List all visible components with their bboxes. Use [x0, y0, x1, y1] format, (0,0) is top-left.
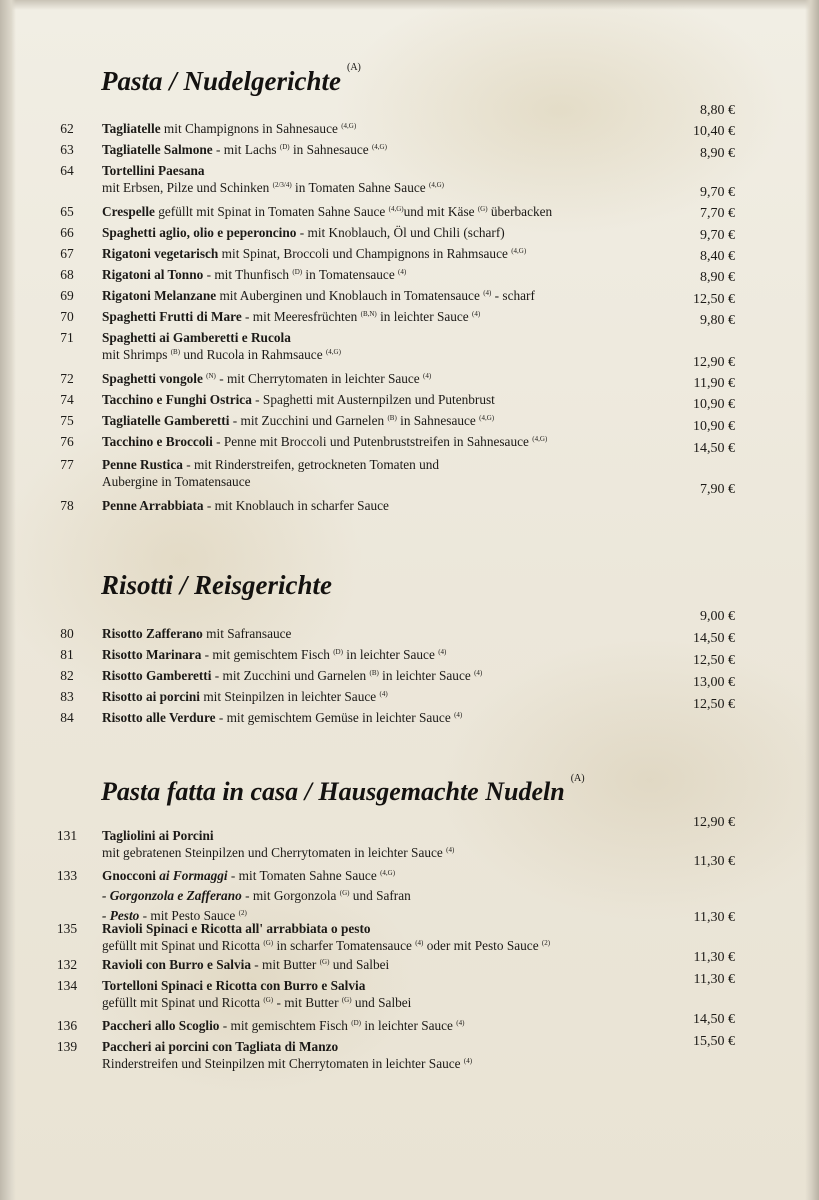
item-name-line: [102, 433, 622, 453]
allergen-code: (D): [351, 1019, 362, 1027]
allergen-code: (2/3/4): [272, 181, 292, 189]
item-price: 8,90 €: [700, 146, 735, 161]
dish-text: - mit Zucchini und Garnelen: [211, 668, 370, 683]
item-description-line: [102, 473, 622, 490]
item-number: 71: [60, 330, 74, 345]
item-text: [102, 329, 622, 366]
dish-text: und Safran: [349, 888, 411, 903]
dish-text: - mit Knoblauch in scharfer Sauce: [203, 498, 389, 513]
item-name-line: [102, 224, 622, 241]
item-description-line: [102, 887, 622, 907]
item-number: 62: [60, 121, 74, 136]
item-price: 10,90 €: [693, 419, 735, 434]
allergen-code: (4): [474, 669, 483, 677]
item-name-line: [102, 162, 622, 179]
dish-name: Risotto ai porcini: [102, 689, 201, 704]
allergen-code: (4): [379, 690, 388, 698]
dish-text: und mit Käse: [403, 204, 478, 219]
item-price: 13,00 €: [693, 675, 735, 690]
allergen-code: (B,N): [360, 310, 377, 318]
item-number: 132: [56, 957, 78, 972]
item-text: [102, 203, 622, 223]
allergen-code: (4,G): [380, 869, 396, 877]
allergen-code: (D): [333, 648, 343, 656]
allergen-code: (4,G): [479, 414, 495, 422]
dish-text: - scharf: [491, 288, 535, 303]
dish-text: - mit Zucchini und Garnelen: [229, 413, 388, 428]
item-number: 67: [60, 246, 74, 261]
allergen-code: (4,G): [429, 181, 444, 189]
item-price: 9,70 €: [700, 228, 735, 243]
allergen-code: (G): [477, 205, 488, 213]
section-title-pasta-fatta: Pasta fatta in casa / Hausgemachte Nudeln $^{(A)}$: [101, 773, 585, 806]
item-text: [102, 456, 622, 490]
item-name-line: [102, 688, 622, 708]
allergen-code: (D): [292, 268, 303, 276]
item-price: 12,90 €: [693, 815, 735, 830]
allergen-code: (G): [319, 958, 330, 966]
item-price: 11,30 €: [693, 910, 735, 925]
dish-name: Tagliolini ai Porcini: [102, 828, 214, 843]
item-text: [102, 1038, 622, 1075]
item-price: 7,90 €: [700, 482, 735, 497]
item-number: 83: [60, 689, 74, 704]
dish-text: - mit gemischtem Fisch: [219, 1018, 352, 1033]
item-number: 78: [60, 498, 74, 513]
allergen-code: (4,G): [325, 348, 341, 356]
item-number: 134: [56, 978, 78, 993]
dish-text: in leichter Sauce: [361, 1018, 457, 1033]
item-name-line: [102, 412, 622, 432]
item-text: [102, 977, 622, 1014]
dish-text: mit Spinat, Broccoli und Champignons in Rahmsauce: [218, 246, 512, 261]
dish-name: Tortellini Paesana: [102, 163, 205, 178]
dish-text: - mit Cherrytomaten in leichter Sauce: [215, 371, 424, 386]
dish-text: - mit Meeresfrüchten: [241, 309, 361, 324]
item-number: 133: [56, 868, 78, 883]
dish-name: Rigatoni Melanzane: [102, 288, 217, 303]
item-name-line: [102, 977, 622, 994]
item-name-line: [102, 456, 622, 473]
dish-text: und Salbei: [329, 957, 390, 972]
dish-text: in Sahnesauce: [396, 413, 480, 428]
dish-name: Risotto Marinara: [102, 647, 202, 662]
dish-text: und Rucola in Rahmsauce: [180, 347, 326, 362]
dish-text: - mit Gorgonzola: [241, 888, 340, 903]
item-text: [102, 956, 622, 976]
allergen-code: (G): [263, 939, 274, 947]
item-name-line: [102, 120, 622, 140]
item-name-line: [102, 1017, 622, 1037]
dish-text: mit Safransauce: [202, 626, 292, 641]
item-number: 68: [60, 267, 74, 282]
dish-name: Rigatoni vegetarisch: [102, 246, 219, 261]
allergen-code: (4): [454, 711, 463, 719]
dish-name: Risotto alle Verdure: [102, 710, 216, 725]
item-number: 76: [60, 434, 74, 449]
item-text: [102, 433, 622, 453]
allergen-note: (A): [570, 773, 585, 784]
item-name-line: [102, 667, 622, 687]
item-number: 139: [56, 1039, 78, 1054]
item-text: [102, 667, 622, 687]
item-price: 14,50 €: [693, 441, 735, 456]
item-number: 135: [56, 921, 78, 936]
item-description-line: [102, 1055, 622, 1075]
dish-name: Spaghetti ai Gamberetti e Rucola: [102, 330, 291, 345]
item-number: 82: [60, 668, 74, 683]
item-text: [102, 625, 622, 642]
item-price: 15,50 €: [693, 1034, 735, 1049]
item-price: 8,90 €: [700, 270, 735, 285]
item-name-line: [102, 827, 622, 844]
item-number: 72: [60, 371, 74, 386]
dish-text: in leichter Sauce: [378, 668, 475, 683]
item-price: 14,50 €: [693, 1012, 735, 1027]
dish-text: - mit Rinderstreifen, getrockneten Tomaten und: [182, 457, 440, 472]
dish-name: Tacchino e Funghi Ostrica: [102, 392, 252, 407]
item-name-line: [102, 956, 622, 976]
allergen-code: (G): [263, 996, 274, 1004]
item-number: 66: [60, 225, 74, 240]
item-description-line: [102, 994, 622, 1014]
item-name-line: [102, 203, 622, 223]
item-price: 9,80 €: [700, 313, 735, 328]
dish-text: mit Steinpilzen in leichter Sauce: [200, 689, 380, 704]
item-price: 12,90 €: [693, 355, 735, 370]
item-price: 11,30 €: [693, 950, 735, 965]
dish-name: Tagliatelle: [102, 121, 161, 136]
dish-text: - mit Butter: [273, 995, 342, 1010]
allergen-code: (4): [423, 372, 432, 380]
item-name-line: [102, 391, 622, 408]
dish-text: - Penne mit Broccoli und Putenbruststreifen in Sahnesauce: [212, 434, 533, 449]
dish-text: - mit Thunfisch: [203, 267, 293, 282]
item-text: [102, 688, 622, 708]
item-description-line: [102, 346, 622, 366]
dish-name: Ravioli con Burro e Salvia: [102, 957, 251, 972]
dish-text: - mit Pesto Sauce: [139, 908, 239, 923]
item-text: [102, 308, 622, 328]
dish-text: mit Champignons in Sahnesauce: [160, 121, 342, 136]
item-name-line: [102, 329, 622, 346]
item-description-line: [102, 937, 622, 957]
allergen-code: (B): [170, 348, 181, 356]
allergen-code: (4): [463, 1057, 473, 1065]
dish-text: gefüllt mit Spinat in Tomaten Sahne Sauce: [154, 204, 389, 219]
item-name-line: [102, 141, 622, 161]
dish-name: Crespelle: [102, 204, 155, 219]
dish-name: Spaghetti vongole: [102, 371, 203, 386]
item-name-line: [102, 308, 622, 328]
item-number: 81: [60, 647, 74, 662]
item-text: [102, 370, 622, 390]
dish-name: Spaghetti aglio, olio e peperoncino: [102, 225, 297, 240]
item-price: 10,40 €: [693, 124, 735, 139]
dish-text: - Spaghetti mit Austernpilzen und Putenbrust: [251, 392, 495, 407]
item-number: 80: [60, 626, 74, 641]
item-number: 63: [60, 142, 74, 157]
allergen-code: (G): [341, 996, 352, 1004]
item-text: [102, 646, 622, 666]
dish-text: - mit Tomaten Sahne Sauce: [227, 868, 381, 883]
allergen-note: (A): [346, 62, 361, 73]
dish-name: Spaghetti Frutti di Mare: [102, 309, 242, 324]
item-price: 8,80 €: [700, 103, 735, 118]
dish-text: mit Erbsen, Pilze und Schinken: [102, 180, 273, 195]
dish-text: in leichter Sauce: [342, 647, 439, 662]
item-name-line: [102, 920, 622, 937]
item-text: [102, 709, 622, 729]
allergen-code: (4): [398, 268, 407, 276]
dish-name: Rigatoni al Tonno: [102, 267, 204, 282]
allergen-code: (D): [279, 143, 290, 151]
item-description-line: [102, 179, 622, 199]
allergen-code: (4,G): [511, 247, 527, 255]
item-text: [102, 412, 622, 432]
allergen-code: (4): [446, 846, 455, 854]
dish-name: Gnocconi: [102, 868, 160, 883]
dish-text: gefüllt mit Spinat und Ricotta: [102, 995, 264, 1010]
dish-text: oder mit Pesto Sauce: [423, 938, 542, 953]
item-text: [102, 287, 622, 307]
item-text: [102, 827, 622, 864]
item-number: 65: [60, 204, 74, 219]
allergen-code: (4,G): [532, 435, 548, 443]
item-name-line: [102, 370, 622, 390]
item-number: 77: [60, 457, 74, 472]
dish-text: überbacken: [487, 204, 553, 219]
item-text: [102, 920, 622, 957]
item-price: 12,50 €: [693, 653, 735, 668]
allergen-code: (2): [541, 939, 551, 947]
item-number: 131: [56, 828, 78, 843]
allergen-code: (4,G): [341, 122, 357, 130]
item-number: 75: [60, 413, 74, 428]
item-price: 8,40 €: [700, 249, 735, 264]
dish-name: Penne Arrabbiata: [102, 498, 204, 513]
dish-name: Tacchino e Broccoli: [102, 434, 213, 449]
dish-text: - mit Knoblauch, Öl und Chili (scharf): [296, 225, 505, 240]
allergen-code: (4,G): [371, 143, 387, 151]
dish-text: - mit gemischtem Fisch: [201, 647, 334, 662]
item-name-line: [102, 1038, 622, 1055]
item-name-line: [102, 646, 622, 666]
allergen-code: (4): [472, 310, 481, 318]
item-number: 84: [60, 710, 74, 725]
item-name-line: [102, 266, 622, 286]
dish-name: Tagliatelle Gamberetti: [102, 413, 230, 428]
item-number: 136: [56, 1018, 78, 1033]
item-number: 64: [60, 163, 74, 178]
dish-text: - Gorgonzola e Zafferano: [102, 888, 242, 903]
dish-text: in scharfer Tomatensauce: [273, 938, 416, 953]
dish-text: in Sahnesauce: [289, 142, 372, 157]
item-text: [102, 245, 622, 265]
dish-name: Risotto Zafferano: [102, 626, 203, 641]
item-number: 70: [60, 309, 74, 324]
dish-name: Penne Rustica: [102, 457, 183, 472]
dish-name: Tortelloni Spinaci e Ricotta con Burro e Salvia: [102, 978, 366, 993]
item-text: [102, 162, 622, 199]
item-name-line: [102, 245, 622, 265]
allergen-code: (N): [206, 372, 216, 380]
dish-text: - mit Butter: [250, 957, 320, 972]
item-description-line: [102, 844, 622, 864]
allergen-code: (4,G): [388, 205, 404, 213]
item-price: 11,90 €: [693, 376, 735, 391]
item-text: [102, 391, 622, 408]
allergen-code: (4): [483, 289, 492, 297]
item-text: [102, 1017, 622, 1037]
item-name-line: [102, 709, 622, 729]
item-price: 7,70 €: [700, 206, 735, 221]
item-price: 9,00 €: [700, 609, 735, 624]
dish-text: - Pesto: [102, 908, 140, 923]
item-text: [102, 120, 622, 140]
item-price: 11,30 €: [693, 854, 735, 869]
dish-name: Ravioli Spinaci e Ricotta all' arrabbiata o pesto: [102, 921, 371, 936]
item-price: 12,50 €: [693, 697, 735, 712]
allergen-code: (2): [238, 909, 247, 917]
item-price: 10,90 €: [693, 397, 735, 412]
item-number: 74: [60, 392, 74, 407]
allergen-code: (4): [456, 1019, 465, 1027]
item-text: [102, 224, 622, 241]
item-number: 69: [60, 288, 74, 303]
dish-name: Paccheri ai porcini con Tagliata di Manzo: [102, 1039, 339, 1054]
item-name-line: [102, 867, 622, 887]
allergen-code: (G): [339, 889, 350, 897]
dish-text: und Salbei: [351, 995, 412, 1010]
dish-name: Risotto Gamberetti: [102, 668, 212, 683]
allergen-code: (4): [438, 648, 447, 656]
dish-text: mit Auberginen und Knoblauch in Tomatensauce: [216, 288, 484, 303]
allergen-code: (B): [369, 669, 379, 677]
item-text: [102, 266, 622, 286]
item-text: [102, 867, 622, 927]
dish-text: in leichter Sauce: [376, 309, 473, 324]
dish-text: in Tomatensauce: [302, 267, 399, 282]
dish-text: - mit gemischtem Gemüse in leichter Sauce: [215, 710, 455, 725]
item-name-line: [102, 497, 622, 514]
dish-text: - mit Lachs: [212, 142, 280, 157]
item-price: 12,50 €: [693, 292, 735, 307]
item-name-line: [102, 625, 622, 642]
dish-name: Paccheri allo Scoglio: [102, 1018, 220, 1033]
dish-text: gefüllt mit Spinat und Ricotta: [102, 938, 264, 953]
item-price: 11,30 €: [693, 972, 735, 987]
dish-text: in Tomaten Sahne Sauce: [291, 180, 429, 195]
dish-text: Aubergine in Tomatensauce: [102, 474, 251, 489]
dish-text: mit Shrimps: [102, 347, 171, 362]
item-price: 14,50 €: [693, 631, 735, 646]
dish-text: mit gebratenen Steinpilzen und Cherrytomaten in leichter Sauce: [102, 845, 447, 860]
dish-name: Tagliatelle Salmone: [102, 142, 213, 157]
dish-text: Rinderstreifen und Steinpilzen mit Cherrytomaten in leichter Sauce: [102, 1056, 464, 1071]
allergen-code: (B): [387, 414, 397, 422]
dish-text: ai Formaggi: [159, 868, 228, 883]
section-title-pasta: Pasta / Nudelgerichte $^{(A)}$: [101, 62, 361, 96]
section-title-risotti: Risotti / Reisgerichte: [101, 570, 333, 600]
item-text: [102, 497, 622, 514]
item-text: [102, 141, 622, 161]
item-name-line: [102, 287, 622, 307]
item-price: 9,70 €: [700, 185, 735, 200]
allergen-code: (4): [415, 939, 424, 947]
